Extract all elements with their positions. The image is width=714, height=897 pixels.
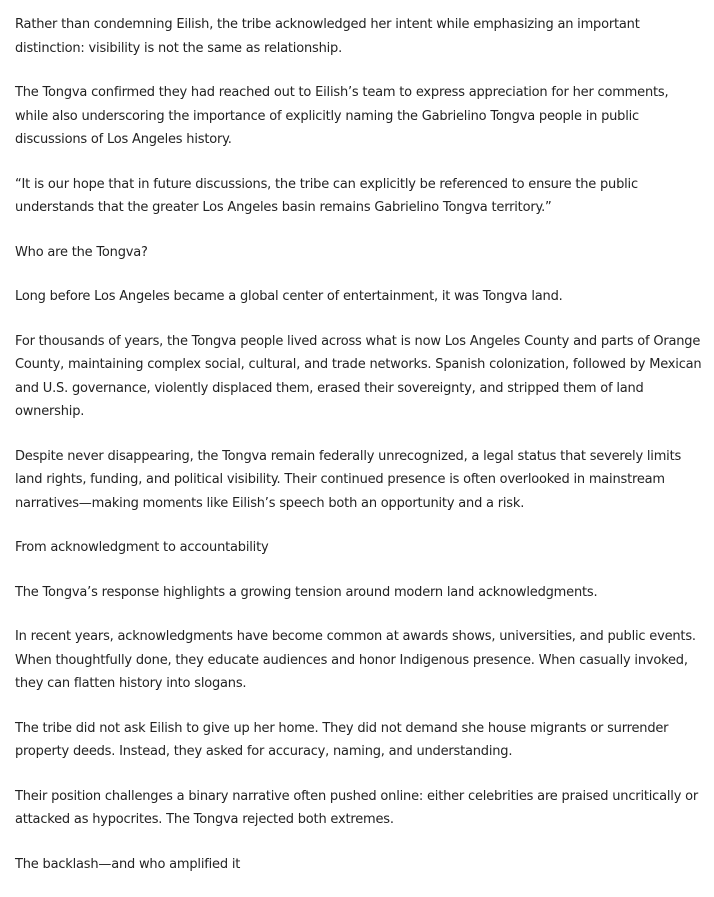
- paragraph-tribe-quote: “It is our hope that in future discussions, the tribe can explicitly be referenced to ensure the public understands that the greater Los Angeles basin remains Gabrielino Tongva territory.”: [15, 176, 638, 215]
- paragraph-growing-tension: The Tongva’s response highlights a growing tension around modern land acknowledgments.: [15, 584, 598, 600]
- paragraph-history: For thousands of years, the Tongva people lived across what is now Los Angeles County and parts of Orange County, maintaining complex social, cultural, and trade networks. Spanish colonization, followed by Mexican and U.S. governance, violently displaced them, erased their sovereignty, and stripped them of land ownership.: [15, 333, 702, 419]
- paragraph-binary-narrative: Their position challenges a binary narrative often pushed online: either celebrities are praised uncritically or attacked as hypocrites. The Tongva rejected both extremes.: [15, 788, 699, 827]
- paragraph-tongva-land: Long before Los Angeles became a global center of entertainment, it was Tongva land.: [15, 289, 563, 304]
- paragraph-tribe-request: The tribe did not ask Eilish to give up her home. They did not demand she house migrants or surrender property deeds. Instead, they asked for accuracy, naming, and understanding.: [15, 720, 669, 759]
- paragraph-recent-years: In recent years, acknowledgments have become common at awards shows, universities, and public events. When thoughtfully done, they educate audiences and honor Indigenous presence. When casually invoked, they can flatten history into slogans.: [15, 629, 696, 691]
- article-body: [15, 0, 705, 897]
- subheading-acknowledgment-accountability: From acknowledgment to accountability: [15, 540, 269, 555]
- paragraph-intent-distinction: Rather than condemning Eilish, the tribe acknowledged her intent while emphasizing an important distinction: visibility is not the same as relationship.: [15, 17, 640, 56]
- subheading-backlash: The backlash—and who amplified it: [15, 856, 241, 872]
- subheading-who-are-tongva: Who are the Tongva?: [15, 244, 148, 260]
- paragraph-tongva-outreach: The Tongva confirmed they had reached out to Eilish’s team to express appreciation for her comments, while also underscoring the importance of explicitly naming the Gabrielino Tongva people in public discussions of Los Angeles history.: [15, 85, 669, 147]
- paragraph-unrecognized: Despite never disappearing, the Tongva remain federally unrecognized, a legal status that severely limits land rights, funding, and political visibility. Their continued presence is often overlooked in mainstream narratives—making moments like Eilish’s speech both an opportunity and a risk.: [15, 448, 682, 511]
